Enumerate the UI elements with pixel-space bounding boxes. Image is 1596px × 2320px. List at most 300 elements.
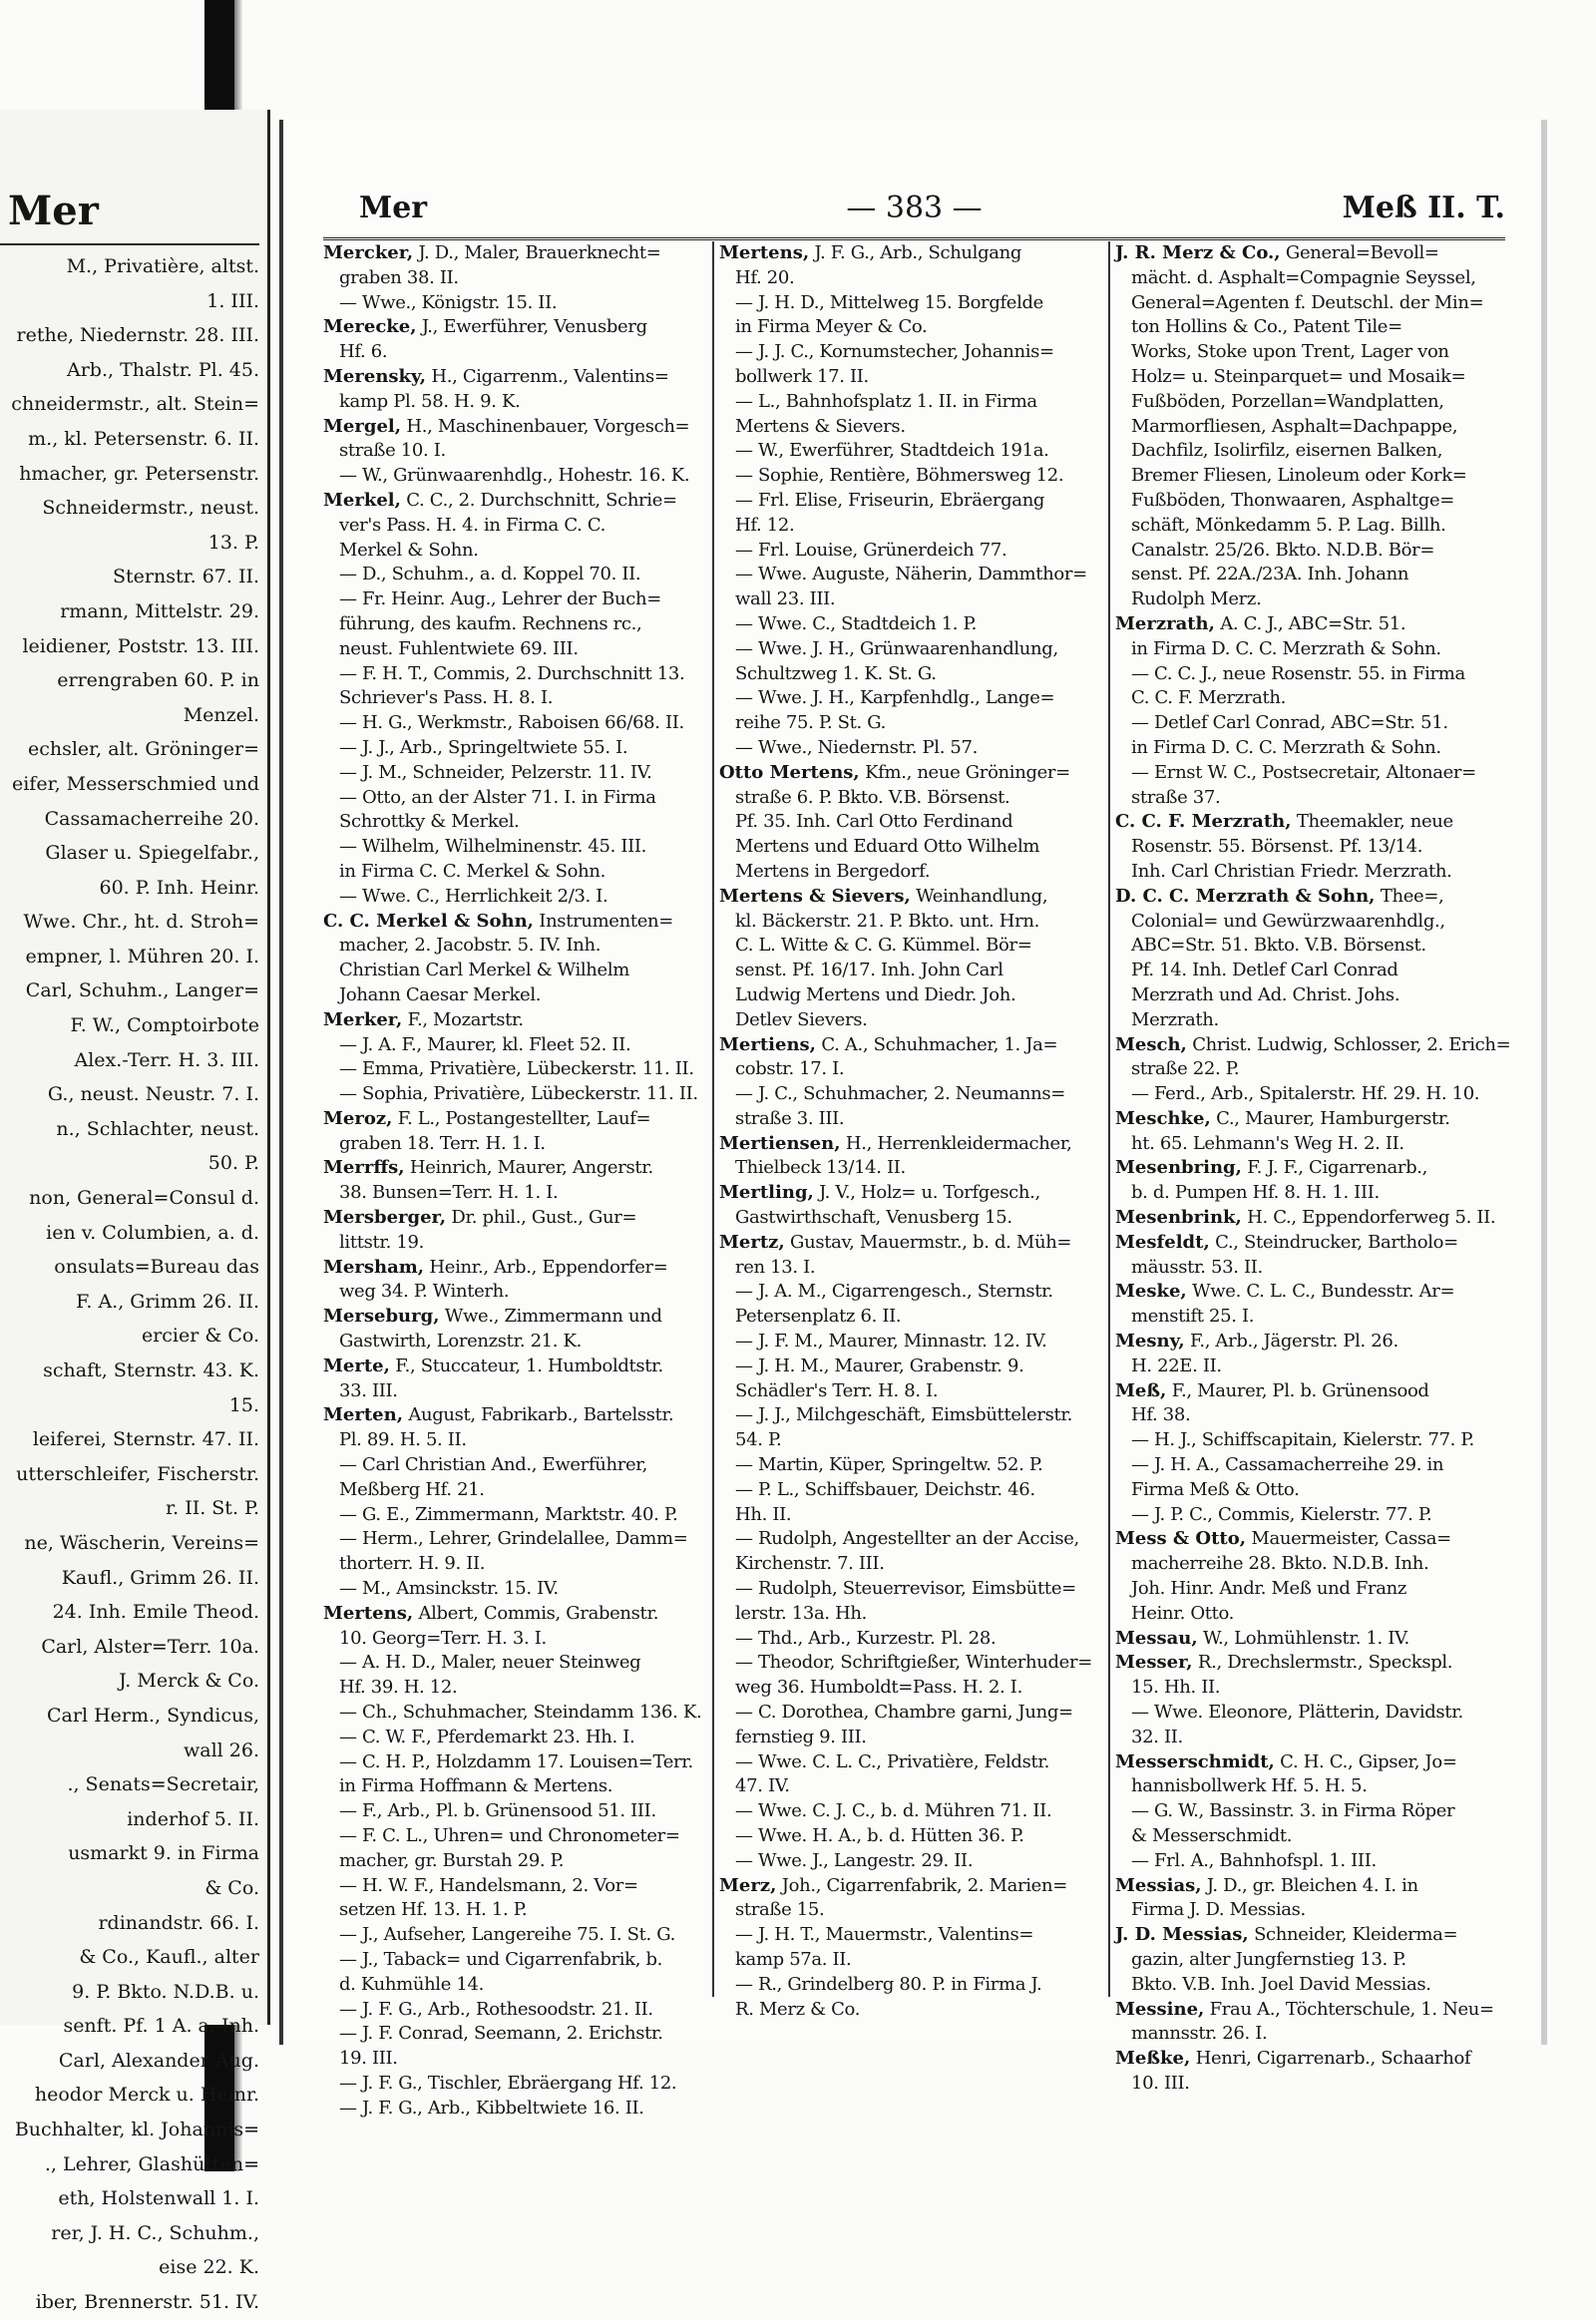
entry-head-line [1115, 1651, 1497, 1676]
entry-text: — Emma, Privatière, Lübeckerstr. 11. II. [339, 1058, 694, 1080]
entry-head-line [323, 365, 705, 390]
left-page-line: r. II. St. P. [166, 1497, 259, 1520]
left-page-line: ercier & Co. [141, 1325, 259, 1348]
entry-text: Wwe., Zimmermann und [439, 1306, 662, 1328]
entry-text: — Rudolph, Angestellter an der Accise, [735, 1528, 1079, 1550]
left-page-line: 50. P. [207, 1152, 259, 1175]
entry-text: Thee=, [1375, 885, 1444, 907]
entry-text: Hf. 20. [735, 266, 795, 288]
entry-text: Pf. 14. Inh. Detlef Carl Conrad [1131, 960, 1398, 981]
directory-columns [323, 241, 1511, 2119]
entry-text: Works, Stoke upon Trent, Lager von [1131, 341, 1449, 363]
entry-text: — J. F. G., Tischler, Ebräergang Hf. 12. [339, 2072, 677, 2094]
entry-head-line [719, 241, 1101, 266]
entry-line [323, 1577, 705, 1602]
entry-text: — Ferd., Arb., Spitalerstr. Hf. 29. H. 10. [1131, 1083, 1480, 1105]
entry-line [719, 860, 1101, 885]
page-number: — 383 — [846, 191, 983, 225]
entry-text: Meßberg Hf. 21. [339, 1478, 485, 1500]
entry-head-line [1115, 1874, 1497, 1899]
entry-name: J. R. Merz & Co., [1115, 242, 1281, 263]
entry-line [323, 1948, 705, 1973]
left-page-line: rdinandstr. 66. I. [98, 1911, 259, 1934]
entry-line [719, 736, 1101, 761]
entry-text: C. C. F. Merzrath. [1131, 687, 1287, 709]
entry-text: H., Cigarrenm., Valentins= [426, 365, 669, 387]
entry-text: straße 3. III. [735, 1107, 845, 1129]
entry-text: kamp 57a. II. [735, 1948, 852, 1970]
entry-text: H., Herrenkleidermacher, [840, 1132, 1072, 1154]
entry-text: weg 34. P. Winterh. [339, 1281, 510, 1303]
entry-line [719, 1403, 1101, 1428]
left-page-line: Carl, Schuhm., Langer= [25, 979, 259, 1002]
entry-text: — J. M., Schneider, Pelzerstr. 11. IV. [339, 761, 652, 783]
entry-line [1115, 563, 1497, 587]
entry-text: Christ. Ludwig, Schlosser, 2. Erich= [1186, 1033, 1511, 1055]
left-page-fragment [0, 110, 270, 2314]
entry-name: Mertz, [719, 1231, 785, 1253]
entry-text: — W., Grünwaarenhdlg., Hohestr. 16. K. [339, 465, 690, 487]
entry-text: weg 36. Humboldt=Pass. H. 2. I. [735, 1677, 1022, 1699]
left-page-line: Alex.-Terr. H. 3. III. [74, 1048, 259, 1071]
entry-line [719, 1527, 1101, 1552]
entry-text: Colonial= und Gewürzwaarenhdlg., [1131, 910, 1445, 932]
entry-text: in Firma D. C. C. Merzrath & Sohn. [1131, 736, 1441, 758]
entry-text: Mertens in Bergedorf. [735, 860, 931, 882]
entry-text: Inh. Carl Christian Friedr. Merzrath. [1131, 860, 1452, 882]
left-page-line: n., Schlachter, neust. [56, 1117, 259, 1140]
entry-text: — Wilhelm, Wilhelminenstr. 45. III. [339, 836, 646, 858]
entry-text: Joh., Cigarrenfabrik, 2. Marien= [776, 1874, 1067, 1896]
entry-line [323, 1651, 705, 1676]
entry-line [323, 1428, 705, 1453]
entry-line [1115, 1849, 1497, 1874]
entry-text: A. C. J., ABC=Str. 51. [1214, 612, 1406, 634]
entry-line [1115, 1082, 1497, 1107]
entry-line [1115, 539, 1497, 564]
left-page-line: onsulats=Bureau das [54, 1256, 259, 1279]
entry-line [719, 340, 1101, 365]
entry-line [719, 1726, 1101, 1750]
left-page-line: utterschleifer, Fischerstr. [16, 1462, 259, 1485]
entry-name: Mersham, [323, 1256, 425, 1278]
entry-name: Meßke, [1115, 2048, 1191, 2070]
entry-line [323, 1033, 705, 1058]
column-1 [323, 241, 705, 2119]
entry-text: straße 22. P. [1131, 1058, 1240, 1080]
entry-text: Gustav, Mauermstr., b. d. Müh= [784, 1231, 1072, 1253]
entry-head-line [323, 1206, 705, 1231]
entry-text: — Wwe. J. H., Karpfenhdlg., Lange= [735, 687, 1055, 709]
entry-line [719, 1156, 1101, 1181]
entry-head-line [323, 1107, 705, 1132]
entry-text: 32. II. [1131, 1726, 1183, 1747]
left-page-line: heodor Merck u. Heinr. [34, 2084, 259, 2107]
entry-text: Pl. 89. H. 5. II. [339, 1429, 467, 1451]
entry-line [719, 1008, 1101, 1033]
entry-text: 38. Bunsen=Terr. H. 1. I. [339, 1182, 559, 1204]
entry-text: Schneider, Kleiderma= [1248, 1924, 1458, 1946]
entry-name: Merrffs, [323, 1157, 405, 1179]
entry-line [323, 587, 705, 612]
entry-text: — J. P. C., Commis, Kielerstr. 77. P. [1131, 1503, 1432, 1525]
entry-line [719, 1354, 1101, 1379]
entry-line [719, 934, 1101, 959]
entry-text: — J. A. F., Maurer, kl. Fleet 52. II. [339, 1033, 631, 1055]
entry-text: 47. IV. [735, 1775, 790, 1797]
entry-text: Gastwirthschaft, Venusberg 15. [735, 1207, 1012, 1229]
entry-text: mächt. d. Asphalt=Compagnie Seyssel, [1131, 266, 1476, 288]
left-page-line: ., Senats=Secretair, [67, 1773, 259, 1796]
entry-text: macher, gr. Burstah 29. P. [339, 1849, 565, 1871]
entry-text: Canalstr. 25/26. Bkto. N.D.B. Bör= [1131, 539, 1435, 561]
entry-text: J. F. G., Arb., Schulgang [809, 242, 1022, 263]
entry-line [1115, 439, 1497, 464]
entry-text: — H. W. F., Handelsmann, 2. Vor= [339, 1874, 638, 1896]
entry-line [719, 1701, 1101, 1726]
left-page-line: Carl Herm., Syndicus, [47, 1704, 259, 1727]
entry-line [1115, 2072, 1497, 2097]
entry-line [1115, 1181, 1497, 1206]
entry-name: J. D. Messias, [1115, 1924, 1249, 1946]
entry-text: führung, des kaufm. Rechnens rc., [339, 612, 642, 634]
entry-line [323, 1923, 705, 1948]
entry-text: F., Mozartstr. [402, 1008, 524, 1030]
entry-line [323, 1750, 705, 1775]
entry-line [719, 1948, 1101, 1973]
left-page-line: G., neust. Neustr. 7. I. [47, 1083, 259, 1106]
page-edge-shadow [1541, 120, 1547, 2045]
left-page-line: ne, Wäscherin, Vereins= [24, 1531, 259, 1554]
entry-line [719, 539, 1101, 564]
left-page-line: & Co. [204, 1876, 259, 1899]
entry-text: kl. Bäckerstr. 21. P. Bkto. unt. Hrn. [735, 910, 1039, 932]
entry-head-line [1115, 1998, 1497, 2023]
entry-text: H. 22E. II. [1131, 1354, 1222, 1376]
entry-text: — J. H. M., Maurer, Grabenstr. 9. [735, 1354, 1024, 1376]
entry-text: Hf. 12. [735, 514, 795, 536]
entry-name: Meske, [1115, 1281, 1187, 1303]
entry-text: 54. P. [735, 1429, 782, 1451]
entry-text: Detlev Sievers. [735, 1008, 868, 1030]
entry-text: in Firma D. C. C. Merzrath & Sohn. [1131, 637, 1441, 659]
entry-text: — J. F. M., Maurer, Minnastr. 12. IV. [735, 1331, 1047, 1353]
entry-name: C. C. F. Merzrath, [1115, 811, 1292, 833]
entry-line [719, 1552, 1101, 1577]
left-page-line: J. Merck & Co. [119, 1670, 259, 1693]
entry-text: — Frl. Louise, Grünerdeich 77. [735, 539, 1007, 561]
entry-name: Merensky, [323, 365, 427, 387]
entry-text: — Sophia, Privatière, Lübeckerstr. 11. II. [339, 1083, 698, 1105]
entry-line [323, 1527, 705, 1552]
entry-line [323, 1330, 705, 1354]
entry-text: Henri, Cigarrenarb., Schaarhof [1190, 2048, 1471, 2070]
entry-text: C. H. C., Gipser, Jo= [1274, 1750, 1457, 1772]
entry-line [323, 810, 705, 835]
entry-line [1115, 637, 1497, 662]
entry-line [323, 1552, 705, 1577]
entry-head-line [323, 1156, 705, 1181]
entry-line [323, 1132, 705, 1157]
entry-line [719, 1676, 1101, 1701]
left-page-lines [0, 249, 259, 2320]
entry-line [1115, 686, 1497, 711]
entry-line [1115, 786, 1497, 811]
entry-text: General=Bevoll= [1280, 242, 1439, 263]
entry-text: Heinr., Arb., Eppendorfer= [424, 1256, 668, 1278]
entry-line [1115, 1057, 1497, 1082]
entry-line [323, 2097, 705, 2122]
entry-text: — Theodor, Schriftgießer, Winterhuder= [735, 1652, 1092, 1674]
entry-text: — G. W., Bassinstr. 3. in Firma Röper [1131, 1800, 1455, 1822]
entry-text: H., Maschinenbauer, Vorgesch= [401, 415, 690, 437]
entry-head-line [1115, 810, 1497, 835]
entry-text: C., Maurer, Hamburgerstr. [1210, 1107, 1450, 1129]
entry-text: Frau A., Töchterschule, 1. Neu= [1204, 1998, 1494, 2020]
entry-text: 33. III. [339, 1379, 398, 1401]
entry-line [323, 662, 705, 687]
entry-text: thorterr. H. 9. II. [339, 1553, 486, 1575]
left-page-line: usmarkt 9. in Firma [68, 1842, 259, 1865]
entry-head-line [719, 1231, 1101, 1256]
running-head [323, 182, 1505, 235]
entry-line [1115, 662, 1497, 687]
entry-line [323, 612, 705, 637]
entry-text: — H. J., Schiffscapitain, Kielerstr. 77. P. [1131, 1429, 1474, 1451]
entry-line [323, 2022, 705, 2047]
entry-line [1115, 315, 1497, 340]
entry-text: wall 23. III. [735, 588, 836, 610]
entry-line [323, 1726, 705, 1750]
entry-text: hannisbollwerk Hf. 5. H. 5. [1131, 1775, 1368, 1797]
entry-text: — R., Grindelberg 80. P. in Firma J. [735, 1973, 1042, 1995]
entry-line [323, 1799, 705, 1824]
entry-text: straße 15. [735, 1899, 825, 1921]
entry-line [1115, 860, 1497, 885]
entry-line [1115, 390, 1497, 415]
left-page-line: chneidermstr., alt. Stein= [11, 393, 259, 416]
entry-text: — L., Bahnhofsplatz 1. II. in Firma [735, 390, 1037, 412]
entry-line [719, 637, 1101, 662]
entry-name: C. C. Merkel & Sohn, [323, 910, 534, 932]
entry-text: — Ernst W. C., Postsecretair, Altonaer= [1131, 761, 1476, 783]
entry-text: — C. Dorothea, Chambre garni, Jung= [735, 1702, 1073, 1724]
entry-name: Meroz, [323, 1107, 393, 1129]
entry-line [1115, 415, 1497, 440]
entry-line [719, 266, 1101, 291]
entry-head-line [1115, 241, 1497, 266]
entry-line [323, 1057, 705, 1082]
entry-head-line [719, 1033, 1101, 1058]
entry-line [719, 686, 1101, 711]
left-page-line: 15. [228, 1393, 259, 1416]
entry-text: Rudolph Merz. [1131, 588, 1262, 610]
left-page-head-rule [0, 243, 259, 245]
entry-line [719, 439, 1101, 464]
left-page-running-head: Mer [8, 188, 99, 234]
entry-line [719, 1503, 1101, 1528]
left-page-line: Cassamacherreihe 20. [44, 807, 259, 830]
entry-text: — J. A. M., Cigarrengesch., Sternstr. [735, 1281, 1053, 1303]
entry-line [719, 1082, 1101, 1107]
entry-line [1115, 736, 1497, 761]
entry-head-line [1115, 1527, 1497, 1552]
entry-line [323, 1824, 705, 1849]
entry-text: Merkel & Sohn. [339, 539, 479, 561]
left-page-line: leidiener, Poststr. 13. III. [22, 634, 259, 657]
entry-name: Merkel, [323, 489, 401, 511]
entry-line [323, 934, 705, 959]
entry-line [1115, 291, 1497, 316]
entry-text: — Rudolph, Steuerrevisor, Eimsbütte= [735, 1578, 1076, 1600]
entry-name: Merker, [323, 1008, 403, 1030]
entry-head-line [323, 1256, 705, 1281]
left-page-line: wall 26. [184, 1739, 259, 1761]
entry-name: Mercker, [323, 242, 414, 263]
entry-text: mannsstr. 26. I. [1131, 2023, 1268, 2045]
entry-text: macherreihe 28. Bkto. N.D.B. Inh. [1131, 1553, 1429, 1575]
entry-line [719, 587, 1101, 612]
entry-name: Messer, [1115, 1652, 1193, 1674]
entry-text: — J. F. Conrad, Seemann, 2. Erichstr. [339, 2023, 663, 2045]
entry-line [323, 1849, 705, 1874]
entry-line [719, 662, 1101, 687]
entry-name: Mertiens, [719, 1033, 816, 1055]
entry-text: — H. G., Werkmstr., Raboisen 66/68. II. [339, 712, 684, 734]
entry-text: — C. H. P., Holzdamm 17. Louisen=Terr. [339, 1750, 693, 1772]
entry-line [1115, 910, 1497, 935]
entry-name: Merz, [719, 1874, 777, 1896]
entry-name: Mesch, [1115, 1033, 1187, 1055]
entry-text: ver's Pass. H. 4. in Firma C. C. [339, 514, 605, 536]
running-head-right: Meß II. T. [1342, 191, 1505, 225]
entry-line [1115, 1552, 1497, 1577]
entry-text: Hf. 6. [339, 341, 388, 363]
entry-name: Merte, [323, 1354, 390, 1376]
entry-text: graben 18. Terr. H. 1. I. [339, 1132, 546, 1154]
entry-text: Gastwirth, Lorenzstr. 21. K. [339, 1331, 583, 1353]
entry-line [323, 686, 705, 711]
entry-head-line [1115, 1033, 1511, 1058]
entry-text: straße 10. I. [339, 440, 446, 462]
entry-head-line [719, 761, 1101, 786]
entry-line [1115, 1503, 1497, 1528]
entry-line [323, 514, 705, 539]
entry-head-line [1115, 2047, 1497, 2072]
entry-line [323, 860, 705, 885]
entry-text: General=Agenten f. Deutschl. der Min= [1131, 291, 1484, 313]
entry-line [323, 1478, 705, 1503]
entry-line [323, 1874, 705, 1899]
left-page-line: Menzel. [183, 703, 259, 726]
entry-line [323, 1503, 705, 1528]
entry-line [1115, 587, 1497, 612]
entry-line [719, 1478, 1101, 1503]
entry-name: Meß, [1115, 1379, 1167, 1401]
entry-line [719, 1824, 1101, 1849]
entry-text: Fußböden, Porzellan=Wandplatten, [1131, 390, 1444, 412]
entry-text: Instrumenten= [533, 910, 674, 932]
left-page-line: 60. P. Inh. Heinr. [99, 876, 259, 899]
entry-line [1115, 1701, 1497, 1726]
entry-text: Ludwig Mertens und Diedr. Joh. [735, 983, 1016, 1005]
entry-text: Schrottky & Merkel. [339, 811, 520, 833]
entry-text: — J. J., Arb., Springeltwiete 55. I. [339, 736, 628, 758]
entry-line [1115, 1799, 1497, 1824]
entry-text: littstr. 19. [339, 1231, 424, 1253]
entry-text: setzen Hf. 13. H. 1. P. [339, 1899, 528, 1921]
entry-head-line [1115, 1379, 1497, 1404]
entry-line [323, 439, 705, 464]
entry-line [719, 315, 1101, 340]
entry-head-line [719, 885, 1101, 910]
left-page-line: Glaser u. Spiegelfabr., [45, 842, 259, 865]
entry-head-line [719, 1874, 1101, 1899]
entry-text: — Carl Christian And., Ewerführer, [339, 1454, 647, 1476]
entry-line [719, 1057, 1101, 1082]
entry-name: Mertens & Sievers, [719, 885, 911, 907]
entry-line [1115, 1008, 1497, 1033]
entry-head-line [1115, 1627, 1497, 1652]
entry-line [719, 1577, 1101, 1602]
entry-head-line [323, 1354, 705, 1379]
entry-line [719, 786, 1101, 811]
entry-text: Schultzweg 1. K. St. G. [735, 662, 937, 684]
entry-text: Bkto. V.B. Inh. Joel David Messias. [1131, 1973, 1431, 1995]
entry-text: b. d. Pumpen Hf. 8. H. 1. III. [1131, 1182, 1380, 1204]
entry-text: — P. L., Schiffsbauer, Deichstr. 46. [735, 1478, 1035, 1500]
entry-text: Hh. II. [735, 1503, 792, 1525]
entry-line [1115, 1676, 1497, 1701]
entry-text: — C. C. J., neue Rosenstr. 55. in Firma [1131, 662, 1465, 684]
entry-line [719, 291, 1101, 316]
entry-text: Holz= u. Steinparquet= und Mosaik= [1131, 365, 1466, 387]
entry-text: Petersenplatz 6. II. [735, 1306, 902, 1328]
entry-line [1115, 365, 1497, 390]
entry-head-line [1115, 1330, 1497, 1354]
entry-text: C. C., 2. Durchschnitt, Schrie= [400, 489, 677, 511]
entry-line [719, 390, 1101, 415]
entry-head-line [323, 1305, 705, 1330]
left-page-line: 13. P. [207, 531, 259, 554]
left-page-line: rethe, Niedernstr. 28. III. [16, 324, 259, 347]
left-page-line: eise 22. K. [159, 2256, 259, 2279]
entry-line [323, 1280, 705, 1305]
entry-text: J. D., Maler, Brauerknecht= [413, 242, 661, 263]
left-page-line: F. W., Comptoirbote [70, 1014, 259, 1037]
entry-text: senst. Pf. 22A./23A. Inh. Johann [1131, 564, 1409, 585]
entry-line [719, 415, 1101, 440]
left-page-line: errengraben 60. P. in [57, 669, 259, 692]
entry-text: ren 13. I. [735, 1256, 816, 1278]
entry-head-line [1115, 1923, 1497, 1948]
entry-line [323, 291, 705, 316]
entry-text: — M., Amsinckstr. 15. IV. [339, 1578, 559, 1600]
entry-text: Merzrath. [1131, 1008, 1219, 1030]
entry-line [323, 959, 705, 983]
entry-line [719, 1453, 1101, 1478]
entry-head-line [1115, 1156, 1497, 1181]
entry-line [1115, 464, 1497, 489]
entry-text: August, Fabrikarb., Bartelsstr. [402, 1404, 674, 1426]
entry-line [1115, 2022, 1497, 2047]
entry-text: Dr. phil., Gust., Gur= [446, 1207, 637, 1229]
entry-text: 10. Georg=Terr. H. 3. I. [339, 1627, 547, 1649]
entry-text: — F. H. T., Commis, 2. Durchschnitt 13. [339, 662, 685, 684]
entry-line [719, 1998, 1101, 2023]
entry-text: Kfm., neue Gröninger= [859, 761, 1070, 783]
entry-line [323, 539, 705, 564]
